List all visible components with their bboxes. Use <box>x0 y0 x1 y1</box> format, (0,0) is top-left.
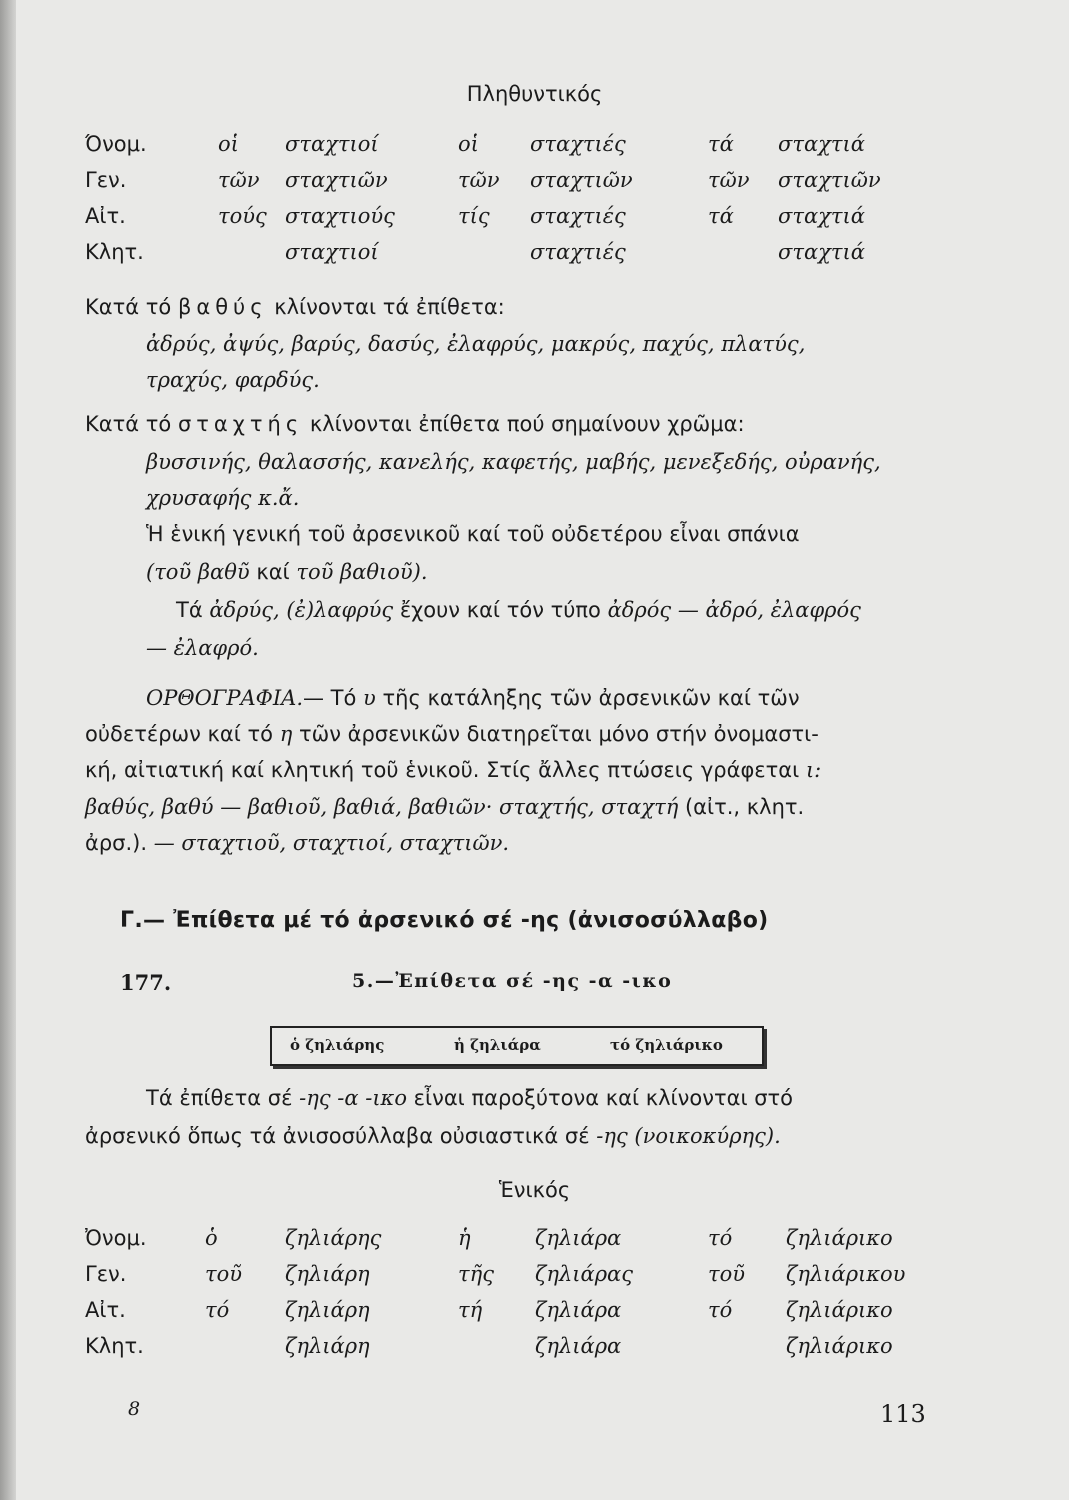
singular-heading: Ἑνικός <box>498 1178 571 1202</box>
form: ζηλιάρικο <box>786 1226 893 1250</box>
form: σταχτιῶν <box>778 168 881 192</box>
letter: υ <box>363 686 376 710</box>
case-label: Γεν. <box>85 168 127 192</box>
article: τῶν <box>458 168 500 192</box>
form: ζηλιάρικο <box>786 1334 893 1358</box>
stachtis-intro <box>85 412 745 436</box>
text: ἀρσενικό ὅπως τά ἀνισοσύλλαβα οὐσιαστικά σέ <box>85 1124 590 1148</box>
box-masculine: ὁ ζηλιάρης <box>290 1036 385 1054</box>
form: ζηλιάρη <box>285 1334 370 1358</box>
case-label: Κλητ. <box>85 1334 144 1358</box>
text: ἔχουν καί τόν τύπο <box>399 598 601 622</box>
form: ζηλιάρα <box>535 1298 622 1322</box>
intro-text: κλίνονται ἐπίθετα πού σημαίνουν χρῶμα: <box>309 412 745 436</box>
article: ἡ <box>458 1226 471 1250</box>
example: τοῦ βαθιοῦ). <box>296 560 428 584</box>
article: τό <box>708 1298 733 1322</box>
ending: -ης -α -ικο <box>299 1086 407 1110</box>
example: (τοῦ βαθῦ <box>146 560 250 584</box>
text: Τά <box>176 598 203 622</box>
intro-text: Κατά τό <box>85 412 172 436</box>
case-label: Κλητ. <box>85 240 144 264</box>
case-label: Γεν. <box>85 1262 127 1286</box>
case-label: Ὀνομ. <box>85 1226 147 1250</box>
form: σταχτιῶν <box>530 168 633 192</box>
description-line-1 <box>146 1086 793 1110</box>
article: οἱ <box>218 132 239 156</box>
genitive-note-1: Ἡ ἑνική γενική τοῦ ἀρσενικοῦ καί τοῦ οὐδετέρου εἶναι σπάνια <box>146 522 800 546</box>
forms-note-1 <box>176 598 861 622</box>
article: τά <box>708 132 734 156</box>
ending: -ης (νοικοκύρης). <box>596 1124 781 1148</box>
case-label: Αἰτ. <box>85 204 126 228</box>
form: σταχτιά <box>778 240 865 264</box>
form: σταχτιούς <box>285 204 395 228</box>
vathys-list-1: ἀδρύς, ἀψύς, βαρύς, δασύς, ἐλαφρύς, μακρύς, παχύς, πλατύς, <box>146 332 806 356</box>
box-feminine: ἡ ζηλιάρα <box>454 1036 541 1054</box>
section-number: 177. <box>120 970 172 995</box>
intro-text: κλίνονται τά ἐπίθετα: <box>274 295 505 319</box>
example: — σταχτιοῦ, σταχτιοί, σταχτιῶν. <box>153 831 510 855</box>
orthography-line-4 <box>85 795 804 819</box>
article: τῆς <box>458 1262 494 1286</box>
letter: ι: <box>805 758 822 782</box>
page-number: 113 <box>880 1400 926 1428</box>
article: οἱ <box>458 132 479 156</box>
case-label: Αἰτ. <box>85 1298 126 1322</box>
form: ζηλιάρικο <box>786 1298 893 1322</box>
article: τίς <box>458 204 490 228</box>
example: ἀδρός — ἀδρό, ἐλαφρός <box>607 598 861 622</box>
forms-note-2: — ἐλαφρό. <box>146 636 259 660</box>
article: τή <box>458 1298 483 1322</box>
text: Τά ἐπίθετα σέ <box>146 1086 293 1110</box>
conjunction: καί <box>256 560 290 584</box>
article: τοῦ <box>708 1262 746 1286</box>
form: σταχτιά <box>778 204 865 228</box>
article: τό <box>708 1226 733 1250</box>
form: σταχτιές <box>530 132 626 156</box>
text: εἶναι παροξύτονα καί κλίνονται στό <box>413 1086 794 1110</box>
article: τῶν <box>708 168 750 192</box>
text: κή, αἰτιατική καί κλητική τοῦ ἑνικοῦ. Στίς ἄλλες πτώσεις γράφεται <box>85 758 800 782</box>
box-neuter: τό ζηλιάρικο <box>610 1036 723 1054</box>
text: τῆς κατάληξης τῶν ἀρσενικῶν καί τῶν <box>382 686 800 710</box>
article: τοῦ <box>205 1262 243 1286</box>
form: ζηλιάρικου <box>786 1262 906 1286</box>
text: — Τό <box>303 686 357 710</box>
case-label: Όνομ. <box>85 132 147 156</box>
keyword: σταχτής <box>177 412 304 436</box>
form: ζηλιάρα <box>535 1334 622 1358</box>
orthography-line-1 <box>146 686 800 710</box>
vathys-list-2: τραχύς, φαρδύς. <box>146 368 320 392</box>
plural-heading: Πληθυντικός <box>466 82 603 106</box>
text: τῶν ἀρσενικῶν διατηρεῖται μόνο στήν ὀνομαστι- <box>298 722 819 746</box>
form: ζηλιάρα <box>535 1226 622 1250</box>
form: ζηλιάρης <box>285 1226 382 1250</box>
form: ζηλιάρας <box>535 1262 633 1286</box>
form: σταχτιές <box>530 240 626 264</box>
example: ἀδρύς, (ἐ)λαφρύς <box>209 598 394 622</box>
intro-text: Κατά τό <box>85 295 172 319</box>
article: τό <box>205 1298 230 1322</box>
vathys-intro <box>85 295 505 319</box>
letter: η <box>279 722 293 746</box>
form: σταχτιοί <box>285 240 379 264</box>
page-edge <box>0 0 16 1500</box>
form: ζηλιάρη <box>285 1298 370 1322</box>
example: βαθύς, βαθύ — βαθιοῦ, βαθιά, βαθιῶν· σταχτής, σταχτή <box>85 795 679 819</box>
form: ζηλιάρη <box>285 1262 370 1286</box>
article: τῶν <box>218 168 260 192</box>
section-title: Γ.— Ἐπίθετα μέ τό ἀρσενικό σέ -ης (ἀνισοσύλλαβο) <box>120 908 769 933</box>
form: σταχτιές <box>530 204 626 228</box>
orthography-line-5 <box>85 831 509 855</box>
signature-mark: 8 <box>128 1398 141 1420</box>
stachtis-list-1: βυσσινής, θαλασσής, κανελής, καφετής, μαβής, μενεξεδής, οὐρανής, <box>146 450 881 474</box>
form: σταχτιῶν <box>285 168 388 192</box>
forms-box <box>270 1026 764 1066</box>
text: οὐδετέρων καί τό <box>85 722 274 746</box>
article: τούς <box>218 204 267 228</box>
form: σταχτιά <box>778 132 865 156</box>
orthography-line-2 <box>85 722 819 746</box>
orthography-label: ΟΡΘΟΓΡΑΦΙΑ. <box>146 686 303 710</box>
article: τά <box>708 204 734 228</box>
genitive-note-2 <box>146 560 428 584</box>
text: (αἰτ., κλητ. <box>684 795 805 819</box>
keyword: βαθύς <box>177 295 268 319</box>
orthography-line-3 <box>85 758 821 782</box>
article: ὁ <box>205 1226 218 1250</box>
section-subtitle: 5.—Ἐπίθετα σέ -ης -α -ικο <box>352 970 673 992</box>
stachtis-list-2: χρυσαφής κ.ἄ. <box>146 486 300 510</box>
description-line-2 <box>85 1124 781 1148</box>
form: σταχτιοί <box>285 132 379 156</box>
text: ἀρσ.). <box>85 831 148 855</box>
